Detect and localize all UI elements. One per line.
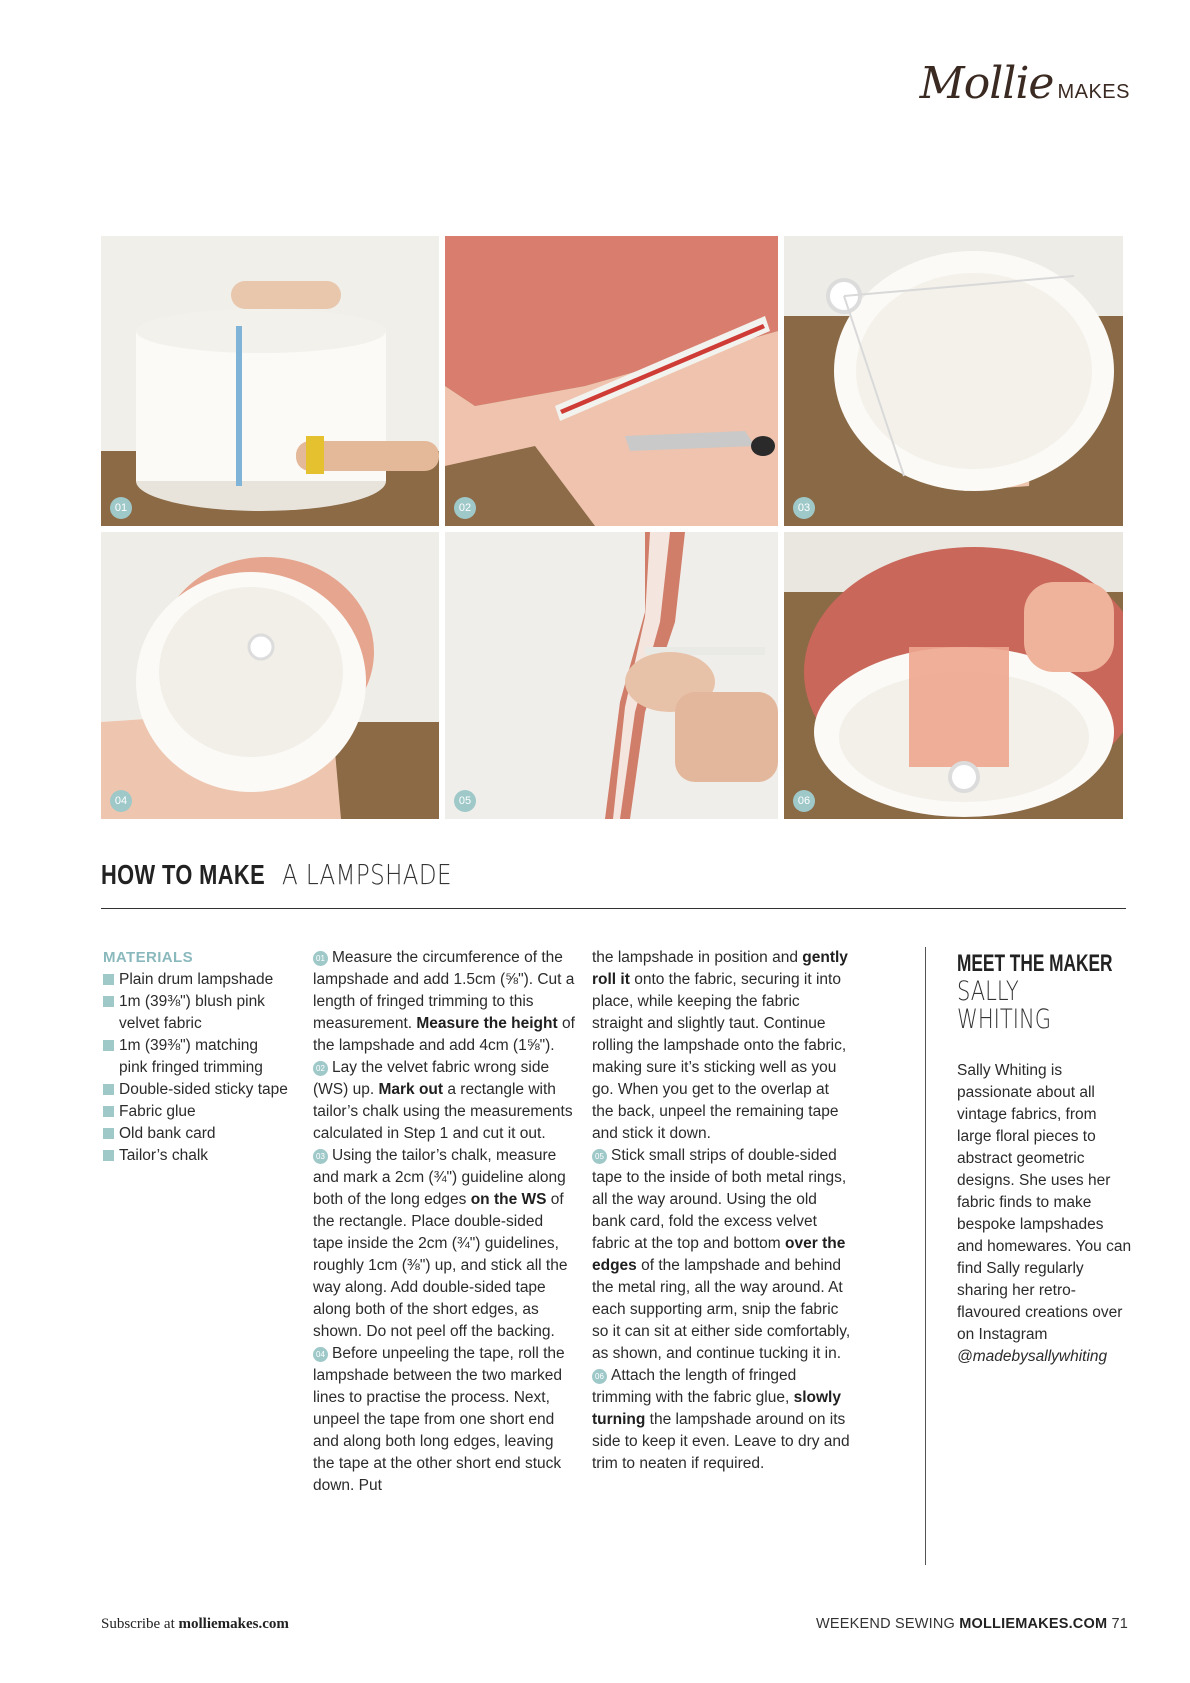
material-item: Double-sided sticky tape — [103, 1079, 288, 1101]
mollie-makes-logo — [920, 58, 1130, 109]
step-text: a rectangle with tailor’s chalk using the measurements calculated in Step 1 and cut it out. — [313, 1081, 573, 1142]
heading-divider — [101, 908, 1126, 909]
materials-title: MATERIALS — [103, 949, 193, 966]
step-emphasis: on the WS — [470, 1191, 547, 1208]
step-03 — [313, 1145, 575, 1343]
photo-step-01 — [101, 236, 439, 526]
footer-subscribe-link[interactable]: molliemakes.com — [178, 1616, 289, 1632]
material-item: Plain drum lampshade — [103, 969, 288, 991]
step-number-badge: 04 — [313, 1347, 328, 1362]
step-05 — [592, 1145, 854, 1365]
footer-subscribe — [101, 1616, 289, 1633]
logo-script: Mollie — [919, 58, 1054, 109]
photo-step-03 — [784, 236, 1123, 526]
maker-bio — [957, 1060, 1132, 1368]
maker-title: MEET THE MAKER — [957, 950, 1113, 977]
materials-list — [103, 969, 288, 1167]
step-text: Lay the velvet fabric wrong side (WS) up. — [313, 1059, 550, 1098]
step-text: Before unpeeling the tape, roll the lampshade between the two marked lines to practise the process. Next, unpeel the tape from one short end and along both long edges, leaving the tape at the other short end stuck down. Put — [313, 1345, 565, 1494]
step-emphasis: gently roll it — [592, 949, 848, 988]
footer-section: WEEKEND SEWING — [816, 1616, 960, 1632]
step-number-badge: 06 — [592, 1369, 607, 1384]
material-item: Tailor’s chalk — [103, 1145, 288, 1167]
footer-site-link[interactable]: MOLLIEMAKES.COM — [959, 1616, 1108, 1632]
step-text: Measure the circumference of the lampshade and add 1.5cm (⅝"). Cut a length of fringed trimming to this measurement. — [313, 949, 575, 1032]
instructions-column-2 — [592, 947, 854, 1475]
step-04 — [313, 1343, 575, 1497]
photo-step-05 — [445, 532, 778, 819]
step-02 — [313, 1057, 575, 1145]
step-text: Stick small strips of double-sided tape to the inside of both metal rings, all the way around. Using the old bank card, fold the excess velvet fabric at the top and bottom — [592, 1147, 847, 1252]
step-text: the lampshade around on its side to keep it even. Leave to dry and trim to neaten if required. — [592, 1411, 850, 1472]
sidebar-divider — [925, 947, 926, 1565]
photo-step-06 — [784, 532, 1123, 819]
instagram-handle[interactable]: @madebysallywhiting — [957, 1348, 1108, 1365]
material-item: 1m (39⅜") blush pink velvet fabric — [103, 991, 288, 1035]
step-04-continued — [592, 947, 854, 1145]
material-item: 1m (39⅜") matching pink fringed trimming — [103, 1035, 288, 1079]
step-01 — [313, 947, 575, 1057]
step-text: of the rectangle. Place double-sided tape inside the 2cm (¾") guidelines, roughly 1cm (⅜") up, and stick all the way along. Add double-sided tape along both of the short edges, as shown. Do not peel off the backing. — [313, 1191, 568, 1340]
step-badge: 02 — [454, 497, 476, 519]
step-badge: 05 — [454, 790, 476, 812]
heading-light: A LAMPSHADE — [281, 858, 452, 891]
step-emphasis: slowly turning — [592, 1389, 841, 1428]
step-text: onto the fabric, securing it into place, while keeping the fabric straight and slightly taut. Continue rolling the lampshade onto the fabric, making sure it’s sticking well as you go. When you get to the overlap at the back, unpeel the remaining tape and stick it down. — [592, 971, 847, 1142]
step-text: of the lampshade and behind the metal ring, all the way around. At each supporting arm, snip the fabric so it can sit at either side comfortably, as shown, and continue tucking it in. — [592, 1257, 851, 1362]
photo-step-04 — [101, 532, 439, 819]
step-06 — [592, 1365, 854, 1475]
footer-folio — [816, 1616, 1128, 1632]
maker-name-first: SALLY — [957, 976, 1019, 1007]
page-number: 71 — [1111, 1616, 1128, 1632]
step-badge: 01 — [110, 497, 132, 519]
maker-name-last: WHITING — [957, 1004, 1052, 1035]
step-badge: 03 — [793, 497, 815, 519]
step-text: of the lampshade and add 4cm (1⅝"). — [313, 1015, 575, 1054]
meet-the-maker — [957, 950, 1132, 1368]
step-text: Attach the length of fringed trimming with the fabric glue, — [592, 1367, 797, 1406]
material-item: Fabric glue — [103, 1101, 288, 1123]
page-heading — [101, 858, 489, 891]
step-number-badge: 03 — [313, 1149, 328, 1164]
step-emphasis: over the edges — [592, 1235, 846, 1274]
footer-subscribe-text: Subscribe at — [101, 1616, 179, 1632]
logo-suffix: MAKES — [1057, 81, 1130, 103]
heading-bold: HOW TO MAKE — [101, 859, 266, 890]
photo-step-02 — [445, 236, 778, 526]
step-text: the lampshade in position and — [592, 949, 803, 966]
instructions-column-1 — [313, 947, 575, 1497]
maker-bio-text: Sally Whiting is passionate about all vintage fabrics, from large floral pieces to abstract geometric designs. She uses her fabric finds to make bespoke lampshades and homewares. You can find Sally regularly sharing her retro-flavoured creations over on Instagram — [957, 1062, 1132, 1343]
step-number-badge: 01 — [313, 951, 328, 966]
step-emphasis: Measure the height — [416, 1015, 558, 1032]
step-number-badge: 02 — [313, 1061, 328, 1076]
step-badge: 06 — [793, 790, 815, 812]
material-item: Old bank card — [103, 1123, 288, 1145]
photo-grid — [101, 236, 1123, 819]
step-text: Using the tailor’s chalk, measure and mark a 2cm (¾") guideline along both of the long edges — [313, 1147, 566, 1208]
step-number-badge: 05 — [592, 1149, 607, 1164]
step-badge: 04 — [110, 790, 132, 812]
materials-section — [103, 947, 288, 1167]
step-emphasis: Mark out — [378, 1081, 444, 1098]
